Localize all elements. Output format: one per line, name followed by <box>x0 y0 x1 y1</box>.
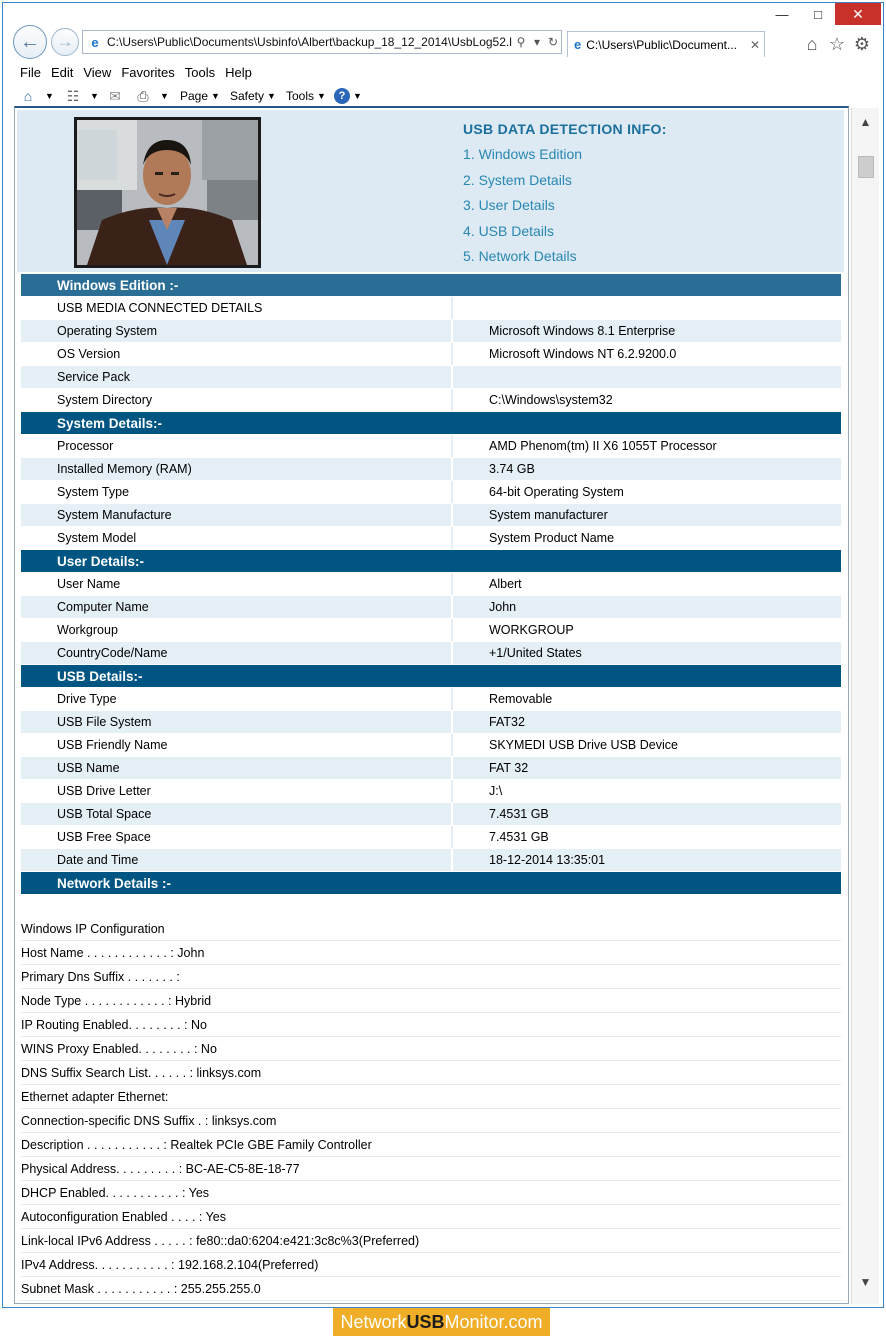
row-label: Workgroup <box>21 619 453 641</box>
network-line: IPv4 Address. . . . . . . . . . . : 192.168.2.104(Preferred) <box>21 1254 841 1277</box>
chevron-down-icon: ▼ <box>45 91 54 101</box>
toc-link-windows-edition[interactable]: 1. Windows Edition <box>463 146 583 162</box>
network-line: Connection-specific DNS Suffix . : linksys.com <box>21 1110 841 1133</box>
table-row <box>21 389 841 411</box>
network-line: IP Routing Enabled. . . . . . . . : No <box>21 1014 841 1037</box>
back-arrow-icon: ← <box>20 30 40 53</box>
row-label: USB Friendly Name <box>21 734 453 756</box>
spacer <box>21 895 841 917</box>
read-mail-command[interactable] <box>107 86 123 106</box>
user-photo-image <box>77 120 258 265</box>
section-title: Network Details :- <box>57 875 172 891</box>
toc-title: USB DATA DETECTION INFO: <box>463 121 667 137</box>
table-row <box>21 642 841 664</box>
row-label: OS Version <box>21 343 453 365</box>
row-value: Removable <box>453 688 841 710</box>
chevron-down-icon: ▼ <box>211 91 220 101</box>
menu-view[interactable]: View <box>83 64 112 80</box>
page-menu[interactable] <box>180 86 220 106</box>
page-menu-label: Page <box>180 89 209 103</box>
page-content <box>14 106 849 1304</box>
table-row <box>21 757 841 779</box>
row-value: WORKGROUP <box>453 619 841 641</box>
row-label: System Type <box>21 481 453 503</box>
footer-watermark-badge <box>333 1308 550 1336</box>
ie-page-icon: e <box>91 34 99 50</box>
browser-tab[interactable] <box>567 31 765 57</box>
network-line: Physical Address. . . . . . . . . : BC-AE-C5-8E-18-77 <box>21 1158 841 1181</box>
row-value: Microsoft Windows NT 6.2.9200.0 <box>453 343 841 365</box>
row-value: J:\ <box>453 780 841 802</box>
scroll-up-icon[interactable]: ▲ <box>859 115 872 129</box>
table-row <box>21 504 841 526</box>
network-line: Link-local IPv6 Address . . . . . : fe80::da0:6204:e421:3c8c%3(Preferred) <box>21 1230 841 1253</box>
table-row <box>21 573 841 595</box>
section-header-system-details <box>21 412 841 434</box>
scroll-thumb[interactable] <box>858 156 874 178</box>
table-row <box>21 803 841 825</box>
forward-button[interactable] <box>51 28 79 56</box>
address-url[interactable]: C:\Users\Public\Documents\Usbinfo\Albert\backup_18_12_2014\UsbLog52.l <box>107 35 512 49</box>
printer-icon: ⎙ <box>137 88 149 104</box>
row-value: C:\Windows\system32 <box>453 389 841 411</box>
badge-part-monitor: Monitor.com <box>444 1311 543 1332</box>
list-item <box>21 1182 841 1205</box>
row-value: SKYMEDI USB Drive USB Device <box>453 734 841 756</box>
section-title: USB Details:- <box>57 668 143 684</box>
table-row <box>21 481 841 503</box>
network-line: DHCP Enabled. . . . . . . . . . . : Yes <box>21 1182 841 1205</box>
row-label: USB Name <box>21 757 453 779</box>
row-value: John <box>453 596 841 618</box>
row-value: 18-12-2014 13:35:01 <box>453 849 841 871</box>
list-item <box>21 1206 841 1229</box>
home-icon: ⌂ <box>23 88 33 104</box>
row-label: Date and Time <box>21 849 453 871</box>
row-label: USB Total Space <box>21 803 453 825</box>
chevron-down-icon: ▼ <box>317 91 326 101</box>
vertical-scrollbar[interactable] <box>851 108 879 1304</box>
ie-tab-icon: e <box>574 37 582 52</box>
row-label: Operating System <box>21 320 453 342</box>
network-line: Host Name . . . . . . . . . . . . : John <box>21 942 841 965</box>
menu-edit[interactable]: Edit <box>50 64 74 80</box>
network-line: Node Type . . . . . . . . . . . . : Hybrid <box>21 990 841 1013</box>
toc-link-network-details[interactable]: 5. Network Details <box>463 248 577 264</box>
close-button[interactable]: ✕ <box>835 3 881 25</box>
row-label: Processor <box>21 435 453 457</box>
row-label: System Model <box>21 527 453 549</box>
user-photo <box>74 117 261 268</box>
row-value: 7.4531 GB <box>453 803 841 825</box>
chevron-down-icon: ▼ <box>267 91 276 101</box>
mail-icon: ✉ <box>109 88 121 104</box>
list-item <box>21 1062 841 1085</box>
address-bar[interactable] <box>82 30 562 54</box>
tools-menu-label: Tools <box>286 89 315 103</box>
toc-link-usb-details[interactable]: 4. USB Details <box>463 223 555 239</box>
help-icon: ? <box>334 88 350 104</box>
row-value <box>453 297 841 319</box>
menu-help[interactable]: Help <box>225 64 252 80</box>
list-item <box>21 1110 841 1133</box>
maximize-button[interactable]: □ <box>814 6 822 22</box>
section-title: User Details:- <box>57 553 145 569</box>
table-row <box>21 734 841 756</box>
list-item <box>21 942 841 965</box>
report-header <box>17 110 844 272</box>
network-line: Autoconfiguration Enabled . . . . : Yes <box>21 1206 841 1229</box>
home-command[interactable] <box>20 86 54 106</box>
gear-icon[interactable]: ⚙ <box>853 34 871 54</box>
row-value: System manufacturer <box>453 504 841 526</box>
network-line: Windows IP Configuration <box>21 918 841 941</box>
refresh-icon[interactable]: ↻ <box>547 35 559 49</box>
table-row <box>21 366 841 388</box>
section-header-windows-edition <box>21 274 841 296</box>
row-label: Installed Memory (RAM) <box>21 458 453 480</box>
toc-link-user-details[interactable]: 3. User Details <box>463 197 555 213</box>
table-row <box>21 527 841 549</box>
row-label: USB File System <box>21 711 453 733</box>
row-value: Albert <box>453 573 841 595</box>
report-table <box>21 273 841 1302</box>
row-value: 3.74 GB <box>453 458 841 480</box>
list-item <box>21 1278 841 1301</box>
tools-menu[interactable] <box>286 86 326 106</box>
toc-link-system-details[interactable]: 2. System Details <box>463 172 572 188</box>
search-icon[interactable]: ⚲ <box>516 35 526 49</box>
forward-arrow-icon: → <box>56 32 74 51</box>
table-row <box>21 619 841 641</box>
table-row <box>21 343 841 365</box>
dropdown-arrow-icon[interactable]: ▾ <box>533 35 541 49</box>
list-item <box>21 1086 841 1109</box>
list-item <box>21 1254 841 1277</box>
row-label: USB MEDIA CONNECTED DETAILS <box>21 297 453 319</box>
table-row <box>21 435 841 457</box>
chevron-down-icon: ▼ <box>353 91 362 101</box>
scroll-down-icon[interactable]: ▼ <box>859 1275 872 1289</box>
network-line: DNS Suffix Search List. . . . . . : linksys.com <box>21 1062 841 1085</box>
list-item <box>21 1014 841 1037</box>
row-label: Service Pack <box>21 366 453 388</box>
row-label: CountryCode/Name <box>21 642 453 664</box>
list-item <box>21 1230 841 1253</box>
row-value: Microsoft Windows 8.1 Enterprise <box>453 320 841 342</box>
row-value <box>453 366 841 388</box>
chevron-down-icon: ▼ <box>160 91 169 101</box>
network-line: Primary Dns Suffix . . . . . . . : <box>21 966 841 989</box>
table-row <box>21 826 841 848</box>
table-row <box>21 320 841 342</box>
table-row <box>21 596 841 618</box>
help-command[interactable] <box>334 86 362 106</box>
list-item <box>21 966 841 989</box>
list-item <box>21 990 841 1013</box>
safety-menu-label: Safety <box>230 89 265 103</box>
list-item <box>21 1038 841 1061</box>
row-label: Computer Name <box>21 596 453 618</box>
tab-title: C:\Users\Public\Document... <box>586 37 737 52</box>
table-row <box>21 780 841 802</box>
table-row <box>21 297 841 319</box>
row-value: FAT32 <box>453 711 841 733</box>
network-line: Description . . . . . . . . . . . : Realtek PCIe GBE Family Controller <box>21 1134 841 1157</box>
network-line: Ethernet adapter Ethernet: <box>21 1086 841 1109</box>
section-header-user-details <box>21 550 841 572</box>
row-label: User Name <box>21 573 453 595</box>
favorites-star-icon[interactable]: ☆ <box>828 34 846 54</box>
title-bar <box>3 3 883 61</box>
badge-part-network: Network <box>340 1311 407 1332</box>
row-value: +1/United States <box>453 642 841 664</box>
row-value: FAT 32 <box>453 757 841 779</box>
list-item <box>21 1158 841 1181</box>
safety-menu[interactable] <box>230 86 276 106</box>
row-value: 64-bit Operating System <box>453 481 841 503</box>
row-label: Drive Type <box>21 688 453 710</box>
list-item <box>21 918 841 941</box>
table-row <box>21 688 841 710</box>
row-value: 7.4531 GB <box>453 826 841 848</box>
menu-bar <box>3 61 883 83</box>
section-header-network-details <box>21 872 841 894</box>
menu-favorites[interactable]: Favorites <box>121 64 175 80</box>
table-row <box>21 849 841 871</box>
menu-tools[interactable]: Tools <box>184 64 216 80</box>
chevron-down-icon: ▼ <box>90 91 99 101</box>
list-item <box>21 1134 841 1157</box>
row-label: USB Drive Letter <box>21 780 453 802</box>
print-command[interactable] <box>135 86 169 106</box>
feeds-command[interactable] <box>65 86 99 106</box>
row-label: System Directory <box>21 389 453 411</box>
menu-file[interactable]: File <box>20 64 41 80</box>
section-header-usb-details <box>21 665 841 687</box>
back-button[interactable] <box>13 25 47 59</box>
section-title: Windows Edition :- <box>57 277 179 293</box>
table-row <box>21 458 841 480</box>
section-title: System Details:- <box>57 415 163 431</box>
network-line: Subnet Mask . . . . . . . . . . . : 255.255.255.0 <box>21 1278 841 1301</box>
row-value: System Product Name <box>453 527 841 549</box>
row-value: AMD Phenom(tm) II X6 1055T Processor <box>453 435 841 457</box>
minimize-button[interactable]: — <box>775 6 789 22</box>
home-icon[interactable]: ⌂ <box>806 34 818 54</box>
tab-close-icon[interactable]: ✕ <box>749 37 761 52</box>
row-label: USB Free Space <box>21 826 453 848</box>
badge-part-usb: USB <box>406 1311 445 1332</box>
row-label: System Manufacture <box>21 504 453 526</box>
table-row <box>21 711 841 733</box>
network-line: WINS Proxy Enabled. . . . . . . . : No <box>21 1038 841 1061</box>
rss-feed-icon: ☷ <box>66 88 80 104</box>
